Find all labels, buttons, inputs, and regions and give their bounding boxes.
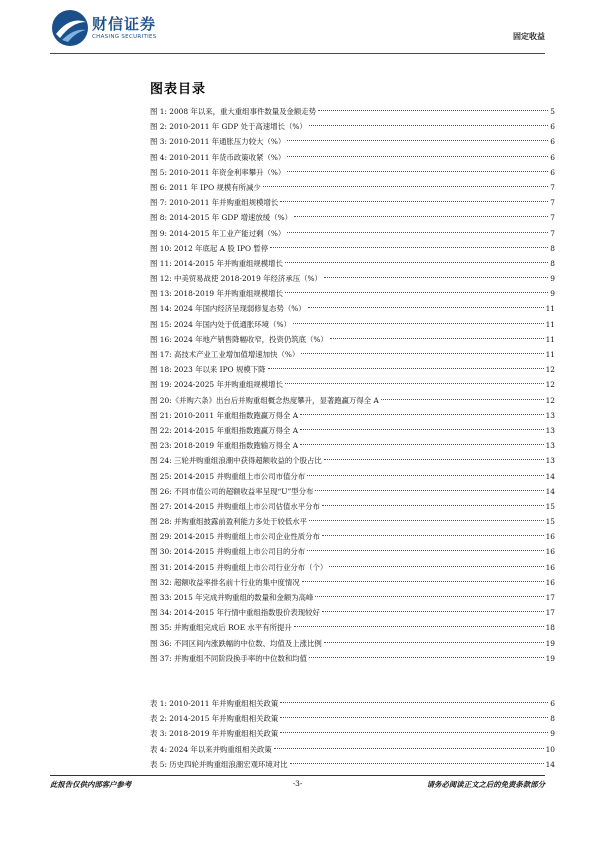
dot-leader <box>287 156 548 157</box>
figure-entry[interactable] <box>150 544 555 559</box>
figure-entry-page: 8 <box>550 243 555 253</box>
figure-entry[interactable] <box>150 165 555 180</box>
figure-entry-label: 图 17: 高技术产业工业增加值增速加快（%） <box>150 350 300 359</box>
figure-entry[interactable] <box>150 226 555 241</box>
figure-entry-label: 图 13: 2018-2019 年并购重组规模增长 <box>150 289 283 299</box>
table-entry-label: 表 1: 2010-2011 年并购重组相关政策 <box>150 699 279 708</box>
footer-disclaimer-right: 请务必阅读正文之后的免责条款部分 <box>426 780 545 789</box>
figure-entry-page: 7 <box>550 198 555 208</box>
figure-entry-page: 7 <box>550 182 555 192</box>
figure-entry[interactable] <box>150 180 555 195</box>
figure-entry-label: 图 27: 2014-2015 并购重组上市公司估值水平分布 <box>150 501 320 511</box>
figure-entry-label: 图 16: 2024 年地产销售降幅收窄，投资仍筑底（%） <box>150 334 328 344</box>
dot-leader <box>309 125 549 126</box>
dot-leader <box>309 520 544 521</box>
figure-entry-page: 6 <box>550 137 555 147</box>
figure-entry[interactable] <box>150 620 555 635</box>
dot-leader <box>290 763 544 764</box>
figure-entry[interactable] <box>150 408 555 423</box>
figure-entry[interactable] <box>150 605 555 620</box>
figure-entry-page: 13 <box>545 410 555 420</box>
figure-entry-label: 图 1: 2008 年以来，重大重组事件数量及金额走势 <box>150 107 317 116</box>
figure-entry[interactable] <box>150 301 555 316</box>
figure-entry-page: 18 <box>545 623 555 633</box>
figure-entry[interactable] <box>150 317 555 332</box>
figure-entry-page: 9 <box>550 274 555 284</box>
figure-entry-page: 15 <box>545 501 555 511</box>
figure-entry-page: 7 <box>550 213 555 223</box>
dot-leader <box>300 414 544 415</box>
dot-leader <box>322 611 544 612</box>
figure-entry[interactable] <box>150 286 555 301</box>
figure-entry[interactable] <box>150 575 555 590</box>
figure-entry[interactable] <box>150 529 555 544</box>
dot-leader <box>301 353 543 354</box>
dot-leader <box>324 277 548 278</box>
table-entry[interactable] <box>150 696 555 711</box>
logo-english-name: CHASING SECURITIES <box>92 34 157 40</box>
dot-leader <box>322 535 544 536</box>
figure-entry-page: 12 <box>545 395 555 405</box>
table-entry-page: 6 <box>550 699 555 708</box>
dot-leader <box>263 186 548 187</box>
page-number: -3- <box>292 779 303 788</box>
figure-entry-page: 16 <box>545 547 555 557</box>
figure-entry-label: 图 14: 2024 年国内经济呈现弱修复态势（%） <box>150 304 306 314</box>
figure-entry-label: 图 4: 2010-2011 年货币政策收紧（%） <box>150 152 286 162</box>
figure-entry-label: 图 20:《并购六条》出台后并购重组概念热度攀升，显著跑赢万得全 A <box>150 395 379 405</box>
table-list <box>150 696 555 772</box>
figure-entry[interactable] <box>150 210 555 225</box>
figure-entry[interactable] <box>150 241 555 256</box>
figure-entry-page: 14 <box>545 471 555 481</box>
figure-entry-label: 图 18: 2023 年以来 IPO 规模下降 <box>150 365 266 375</box>
figure-entry-label: 图 11: 2014-2015 年并购重组规模增长 <box>150 258 283 268</box>
figure-entry-label: 图 23: 2018-2019 年重组指数跑输万得全 A <box>150 441 299 451</box>
figure-entry-page: 16 <box>545 577 555 587</box>
figure-entry-label: 图 10: 2012 年底起 A 股 IPO 暂停 <box>150 243 269 253</box>
toc-title: 图表目录 <box>150 82 207 97</box>
figure-entry-label: 图 36: 不同区间内涨跌幅的中位数、均值及上涨比例 <box>150 638 322 648</box>
dot-leader <box>294 626 544 627</box>
dot-leader <box>315 596 543 597</box>
figure-entry-page: 7 <box>550 228 555 238</box>
figure-entry[interactable] <box>150 636 555 651</box>
footer-divider <box>50 775 545 776</box>
figure-entry[interactable] <box>150 134 555 149</box>
figure-entry[interactable] <box>150 362 555 377</box>
figure-entry-page: 14 <box>545 486 555 496</box>
figure-entry-label: 图 37: 并购重组不同阶段换手率的中位数和均值 <box>150 653 308 663</box>
dot-leader <box>322 505 544 506</box>
table-entry-label: 表 3: 2018-2019 年并购重组相关政策 <box>150 729 279 739</box>
figure-entry-label: 图 8: 2014-2015 年 GDP 增速放缓（%） <box>150 213 293 223</box>
dot-leader <box>324 459 544 460</box>
dot-leader <box>293 323 544 324</box>
table-entry-label: 表 5: 历史四轮并购重组浪潮宏观环境对比 <box>150 759 288 769</box>
figure-entry-page: 12 <box>545 365 555 375</box>
figure-entry[interactable] <box>150 469 555 484</box>
dot-leader <box>280 732 548 733</box>
figure-entry[interactable] <box>150 150 555 165</box>
dot-leader <box>324 642 544 643</box>
figure-entry[interactable] <box>150 590 555 605</box>
figure-entry-label: 图 2: 2010-2011 年 GDP 处于高速增长（%） <box>150 122 307 132</box>
figure-entry-page: 6 <box>550 167 555 177</box>
table-entry[interactable] <box>150 711 555 726</box>
figure-entry-label: 图 29: 2014-2015 并购重组上市公司企业性质分布 <box>150 532 320 542</box>
figure-entry[interactable] <box>150 499 555 514</box>
table-entry[interactable] <box>150 742 555 757</box>
figure-entry-page: 11 <box>545 304 555 314</box>
dot-leader <box>309 657 544 658</box>
table-entry-page: 8 <box>550 714 555 724</box>
figure-entry-page: 15 <box>545 517 555 527</box>
figure-entry-label: 图 3: 2010-2011 年通胀压力较大（%） <box>150 137 286 147</box>
dot-leader <box>274 748 544 749</box>
logo-chinese-name: 财信证券 <box>92 15 157 33</box>
dot-leader <box>285 262 548 263</box>
figure-entry-page: 17 <box>545 608 555 618</box>
figure-entry-label: 图 12: 中美贸易战使 2018-2019 年经济承压（%） <box>150 274 322 284</box>
figure-entry-page: 16 <box>545 532 555 542</box>
figure-entry[interactable] <box>150 271 555 286</box>
dot-leader <box>287 140 548 141</box>
figure-entry-page: 19 <box>545 653 555 663</box>
figure-entry-page: 12 <box>545 380 555 390</box>
figure-entry-label: 图 31: 2014-2015 并购重组上市公司行业分布（个） <box>150 562 328 572</box>
dot-leader <box>329 566 543 567</box>
figure-entry[interactable] <box>150 347 555 362</box>
figure-entry[interactable] <box>150 256 555 271</box>
figure-entry-page: 11 <box>545 319 555 329</box>
figure-entry-label: 图 15: 2024 年国内处于低通胀环境（%） <box>150 319 291 329</box>
figure-entry-label: 图 7: 2010-2011 年并购重组规模增长 <box>150 198 279 208</box>
report-section-tag: 固定收益 <box>513 32 545 41</box>
figure-entry-page: 13 <box>545 441 555 451</box>
dot-leader <box>280 717 548 718</box>
dot-leader <box>294 216 548 217</box>
figure-entry-page: 17 <box>545 593 555 602</box>
figure-entry[interactable] <box>150 484 555 499</box>
dot-leader <box>285 292 548 293</box>
table-entry-label: 表 4: 2024 年以来并购重组相关政策 <box>150 744 272 754</box>
dot-leader <box>287 232 548 233</box>
dot-leader <box>318 110 548 111</box>
figure-entry-label: 图 19: 2024-2025 年并购重组规模增长 <box>150 380 283 390</box>
figure-entry[interactable] <box>150 560 555 575</box>
table-entry[interactable] <box>150 757 555 772</box>
figure-entry-page: 11 <box>545 350 555 359</box>
table-entry-page: 10 <box>545 744 555 754</box>
figure-entry[interactable] <box>150 195 555 210</box>
figure-entry[interactable] <box>150 377 555 392</box>
dot-leader <box>300 444 544 445</box>
table-entry[interactable] <box>150 726 555 741</box>
dot-leader <box>315 490 543 491</box>
figure-entry-page: 13 <box>545 456 555 466</box>
figure-entry-page: 19 <box>545 638 555 648</box>
header-divider <box>50 53 545 54</box>
table-entry-page: 9 <box>550 729 555 739</box>
figure-entry[interactable] <box>150 453 555 468</box>
figure-entry-page: 16 <box>545 562 555 572</box>
figure-entry[interactable] <box>150 104 555 119</box>
figure-entry-label: 图 22: 2014-2015 年重组指数跑赢万得全 A <box>150 425 299 435</box>
figure-entry-label: 图 6: 2011 年 IPO 规模有所减少 <box>150 182 261 192</box>
figure-entry-label: 图 34: 2014-2015 年行情中重组指数股价表现较好 <box>150 608 320 618</box>
dot-leader <box>287 171 548 172</box>
figure-entry[interactable] <box>150 651 555 666</box>
figure-entry-label: 图 25: 2014-2015 并购重组上市公司市值分布 <box>150 471 306 481</box>
table-entry-label: 表 2: 2014-2015 年并购重组相关政策 <box>150 714 279 724</box>
figure-entry[interactable] <box>150 514 555 529</box>
dot-leader <box>381 399 544 400</box>
dot-leader <box>280 702 548 703</box>
figure-entry-label: 图 33: 2015 年完成并购重组的数量和金额为高峰 <box>150 593 314 602</box>
dot-leader <box>270 247 548 248</box>
dot-leader <box>268 368 544 369</box>
dot-leader <box>302 581 544 582</box>
figure-entry-label: 图 35: 并购重组完成后 ROE 水平有所提升 <box>150 623 292 633</box>
dot-leader <box>330 338 544 339</box>
figure-entry-label: 图 9: 2014-2015 年工业产能过剩（%） <box>150 228 286 238</box>
figure-entry-label: 图 21: 2010-2011 年重组指数跑赢万得全 A <box>150 410 299 420</box>
figure-entry[interactable] <box>150 332 555 347</box>
figure-entry-label: 图 26: 不同市值公司的超额收益率呈现“U”型分布 <box>150 486 314 496</box>
dot-leader <box>285 383 544 384</box>
figure-entry[interactable] <box>150 119 555 134</box>
figure-entry[interactable] <box>150 423 555 438</box>
page-header <box>0 0 595 56</box>
chasing-logo-icon <box>50 8 90 48</box>
figure-entry-page: 11 <box>545 334 555 344</box>
figure-entry[interactable] <box>150 438 555 453</box>
table-entry-page: 14 <box>545 759 555 769</box>
figure-entry-page: 13 <box>545 425 555 435</box>
dot-leader <box>300 429 544 430</box>
dot-leader <box>280 201 548 202</box>
figure-entry-page: 6 <box>550 152 555 162</box>
figure-entry-label: 图 30: 2014-2015 并购重组上市公司目的分布 <box>150 547 306 557</box>
company-logo <box>50 8 170 48</box>
footer-disclaimer-left: 此报告仅供内部客户参考 <box>50 780 132 789</box>
figure-entry[interactable] <box>150 393 555 408</box>
figure-list <box>150 104 555 666</box>
figure-entry-label: 图 28: 并购重组披露前盈利能力多处于较低水平 <box>150 517 308 527</box>
figure-entry-page: 8 <box>550 258 555 268</box>
dot-leader <box>307 550 543 551</box>
dot-leader <box>308 307 544 308</box>
figure-entry-page: 6 <box>550 122 555 132</box>
figure-entry-label: 图 24: 三轮并购重组浪潮中获得超额收益的个股占比 <box>150 456 322 466</box>
figure-entry-page: 5 <box>550 107 555 116</box>
dot-leader <box>307 475 543 476</box>
figure-entry-label: 图 5: 2010-2011 年资金利率攀升（%） <box>150 167 286 177</box>
figure-entry-label: 图 32: 超额收益率排名前十行业的集中度情况 <box>150 577 300 587</box>
figure-entry-page: 9 <box>550 289 555 299</box>
